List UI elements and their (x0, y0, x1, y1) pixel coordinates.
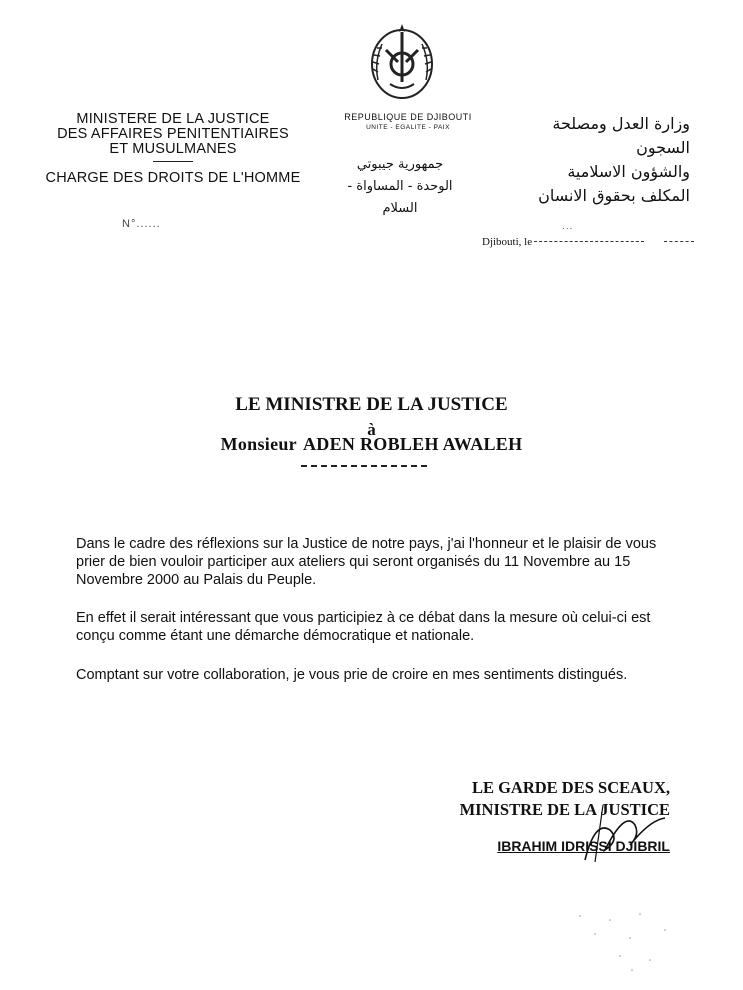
national-motto: UNITE - EGALITE - PAIX (366, 124, 450, 131)
arabic-ministry-line-3: المكلف بحقوق الانسان (538, 186, 690, 205)
signatory-name: IBRAHIM IDRISSI DJIBRIL (497, 838, 670, 854)
ministry-line-2: DES AFFAIRES PENITENTIAIRES (57, 126, 289, 142)
signatory-title-1: LE GARDE DES SCEAUX, (471, 778, 670, 797)
ministry-line-4: CHARGE DES DROITS DE L'HOMME (45, 170, 301, 186)
arabic-ministry-header (500, 112, 690, 208)
arabic-republic-block (330, 154, 470, 220)
reference-number: N°...... (122, 218, 161, 230)
date-stamp: ... (562, 221, 574, 232)
letter-recipient (0, 434, 743, 455)
letter-to-word: à (367, 420, 376, 439)
date-dots (534, 241, 644, 242)
date-label: Djibouti, le (482, 236, 533, 248)
date-line (482, 236, 694, 248)
signatory-title-2: MINISTRE DE LA JUSTICE (459, 800, 670, 819)
arabic-ministry-line-1: وزارة العدل ومصلحة السجون (552, 114, 690, 157)
arabic-ministry-line-2: والشؤون الاسلامية (567, 162, 690, 181)
body-paragraph-1: Dans le cadre des réflexions sur la Justice de notre pays, j'ai l'honneur et le plaisir de vous prier de bien vouloir participer aux ateliers qui seront organisés du 11 Novembre au 15 Novembre 2000 au Palais du Peuple. (76, 536, 657, 588)
body-paragraph-3: Comptant sur votre collaboration, je vous prie de croire en mes sentiments distingués. (76, 667, 628, 683)
letter-sender: LE MINISTRE DE LA JUSTICE (235, 394, 508, 415)
ministry-line-3: ET MUSULMANES (109, 141, 237, 157)
recipient-name: ADEN ROBLEH AWALEH (302, 434, 523, 454)
national-emblem-icon (364, 18, 440, 104)
arabic-motto: الوحدة - المساواة - السلام (347, 179, 453, 216)
ministry-header (36, 112, 310, 186)
republic-name: REPUBLIQUE DE DJIBOUTI (344, 112, 472, 122)
recipient-salutation: Monsieur (220, 434, 297, 454)
body-paragraph-2: En effet il serait intéressant que vous participiez à ce débat dans la mesure où celui-ci est conçu comme étant une démarche démocratique et nationale. (76, 610, 651, 644)
arabic-republic-name: جمهورية جيبوتي (356, 157, 444, 172)
scan-noise (570, 908, 710, 978)
ministry-line-1: MINISTERE DE LA JUSTICE (76, 111, 270, 127)
handwritten-signature-icon (555, 800, 675, 870)
title-underline (301, 465, 427, 467)
header-divider (153, 161, 193, 162)
date-dots-end (664, 241, 694, 242)
